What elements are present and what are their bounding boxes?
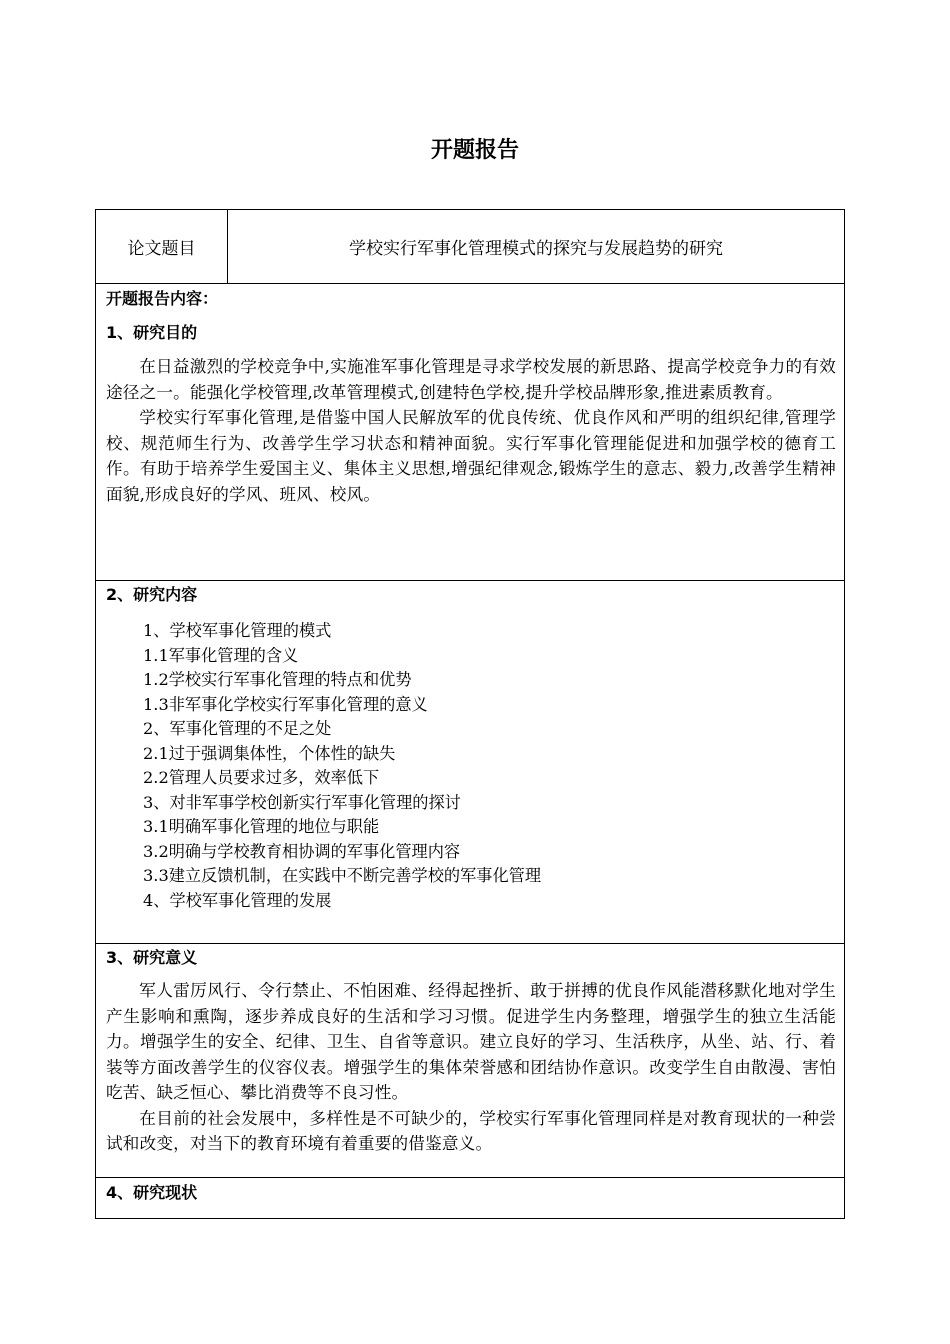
content-heading: 开题报告内容： xyxy=(106,289,219,308)
section-heading: 4、研究现状 xyxy=(106,1183,198,1202)
report-table xyxy=(95,209,845,1219)
list-item: 3.2明确与学校教育相协调的军事化管理内容 xyxy=(143,841,461,861)
list-item: 2.2管理人员要求过多，效率低下 xyxy=(143,768,380,787)
section-status xyxy=(96,1177,844,1219)
list-item: 1、学校军事化管理的模式 xyxy=(143,621,332,640)
list-item: 3.1明确军事化管理的地位与职能 xyxy=(143,817,380,836)
list-item: 3、对非军事学校创新实行军事化管理的探讨 xyxy=(143,792,461,812)
paragraph: 军人雷厉风行、令行禁止、不怕困难、经得起挫折、敢于拼搏的优良作风能潜移默化地对学生产生影响和熏陶，逐步养成良好的生活和学习习惯。促进学生内务整理，增强学生的独立生活能力。增强学生的安全、纪律、卫生、自省等意识。建立良好的学习、生活秩序，从坐、站、行、着装等方面改善学生的仪容仪表。增强学生的集体荣誉感和团结协作意识。改变学生自由散漫、害怕吃苦、缺乏恒心、攀比消费等不良习性。 xyxy=(106,981,836,1102)
section-content xyxy=(96,580,844,944)
list-item: 4、学校军事化管理的发展 xyxy=(143,890,332,910)
topic-label: 论文题目 xyxy=(96,210,228,283)
topic-row xyxy=(96,210,844,284)
section-heading: 1、研究目的 xyxy=(106,323,198,342)
list-item: 1.3非军事化学校实行军事化管理的意义 xyxy=(143,694,428,714)
paragraph: 在日益激烈的学校竞争中,实施准军事化管理是寻求学校发展的新思路、提高学校竞争力的有效途径之一。能强化学校管理,改革管理模式,创建特色学校,提升学校品牌形象,推进素质教育。 xyxy=(106,357,836,402)
section-body xyxy=(106,978,836,1157)
section-body xyxy=(106,354,836,507)
list-item: 1.2学校实行军事化管理的特点和优势 xyxy=(143,670,412,689)
section-heading: 2、研究内容 xyxy=(106,585,198,604)
page-title: 开题报告 xyxy=(430,138,519,163)
paragraph: 学校实行军事化管理,是借鉴中国人民解放军的优良传统、优良作风和严明的组织纪律,管理学校、规范师生行为、改善学生学习状态和精神面貌。实行军事化管理能促进和加强学校的德育工作。有助于培养学生爱国主义、集体主义思想,增强纪律观念,锻炼学生的意志、毅力,改善学生精神面貌,形成良好的学风、班风、校风。 xyxy=(106,408,836,504)
section-purpose xyxy=(96,283,844,581)
list-item: 2、军事化管理的不足之处 xyxy=(143,719,332,738)
topic-value: 学校实行军事化管理模式的探究与发展趋势的研究 xyxy=(349,239,723,259)
section-significance xyxy=(96,943,844,1178)
section-heading: 3、研究意义 xyxy=(106,948,198,967)
list-item: 1.1军事化管理的含义 xyxy=(143,645,299,665)
list-item: 2.1过于强调集体性，个体性的缺失 xyxy=(143,743,396,763)
outline-list xyxy=(143,619,541,913)
list-item: 3.3建立反馈机制，在实践中不断完善学校的军事化管理 xyxy=(143,866,542,885)
paragraph: 在目前的社会发展中，多样性是不可缺少的，学校实行军事化管理同样是对教育现状的一种尝试和改变，对当下的教育环境有着重要的借鉴意义。 xyxy=(106,1108,836,1153)
